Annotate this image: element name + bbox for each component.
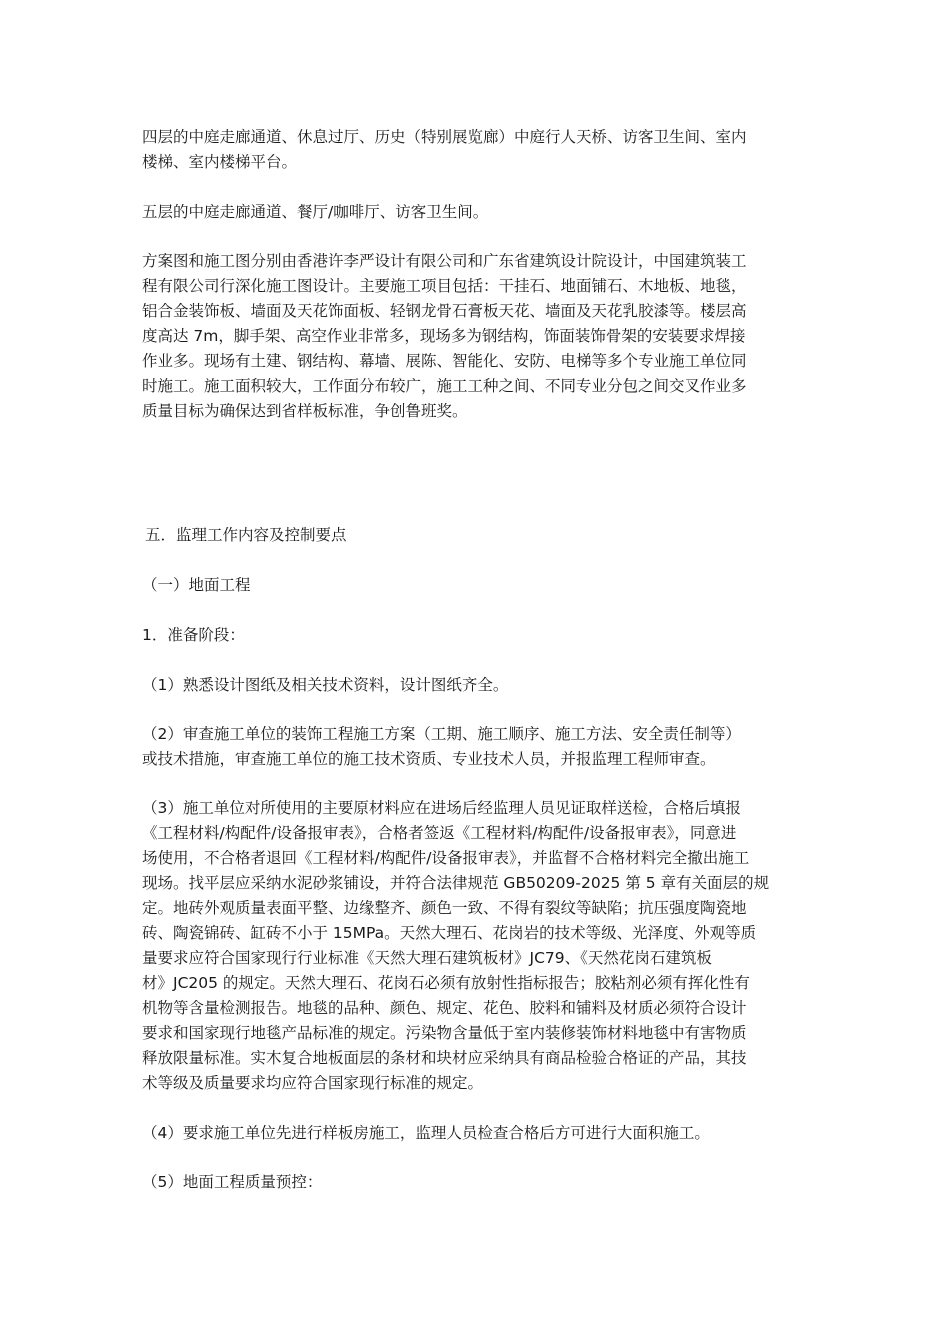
paragraph-floor5 (142, 200, 812, 225)
text-line: 作业多。现场有土建、钢结构、幕墙、展陈、智能化、安防、电梯等多个专业施工单位同 (142, 352, 747, 370)
text-line: 或技术措施，审查施工单位的施工技术资质、专业技术人员，并报监理工程师审查。 (142, 750, 716, 768)
text-line: 定。地砖外观质量表面平整、边缘整齐、颜色一致、不得有裂纹等缺陷；抗压强度陶瓷地 (142, 899, 747, 917)
text-line: 程有限公司行深化施工图设计。主要施工项目包括：干挂石、地面铺石、木地板、地毯， (142, 277, 747, 295)
item-1 (142, 673, 812, 698)
text-line: （1）熟悉设计图纸及相关技术资料，设计图纸齐全。 (142, 676, 509, 694)
text-line: 术等级及质量要求均应符合国家现行标准的规定。 (142, 1074, 484, 1092)
paragraph-project-description (142, 249, 812, 424)
text-line: 场使用，不合格者退回《工程材料/构配件/设备报审表》，并监督不合格材料完全撤出施工 (142, 849, 750, 867)
stage-heading (142, 623, 812, 648)
text-line: 现场。找平层应采纳水泥砂浆铺设，并符合法律规范 GB50209-2025 第 5 章有关面层的规 (142, 874, 770, 892)
item-3 (142, 796, 812, 1096)
text-line: 量要求应符合国家现行行业标准《天然大理石建筑板材》JC79、《天然花岗石建筑板 (142, 949, 712, 967)
text-line: 1．准备阶段： (142, 626, 245, 644)
paragraph-floor4 (142, 125, 812, 175)
text-line: 五．监理工作内容及控制要点 (145, 526, 347, 544)
text-line: （2）审查施工单位的装饰工程施工方案（工期、施工顺序、施工方法、安全责任制等） (142, 725, 741, 743)
text-line: 要求和国家现行地毯产品标准的规定。污染物含量低于室内装修装饰材料地毯中有害物质 (142, 1024, 747, 1042)
text-line: 砖、陶瓷锦砖、缸砖不小于 15MPa。天然大理石、花岗岩的技术等级、光泽度、外观等质 (142, 924, 757, 942)
item-4 (142, 1121, 812, 1146)
text-line: 铝合金装饰板、墙面及天花饰面板、轻钢龙骨石膏板天花、墙面及天花乳胶漆等。楼层高 (142, 302, 747, 320)
text-line: 度高达 7m，脚手架、高空作业非常多，现场多为钢结构，饰面装饰骨架的安装要求焊接 (142, 327, 746, 345)
section-heading (145, 523, 815, 548)
text-line: 五层的中庭走廊通道、餐厅/咖啡厅、访客卫生间。 (142, 203, 489, 221)
text-line: （4）要求施工单位先进行样板房施工，监理人员检查合格后方可进行大面积施工。 (142, 1124, 710, 1142)
text-line: 时施工。施工面积较大，工作面分布较广，施工工种之间、不同专业分包之间交叉作业多 (142, 377, 747, 395)
text-line: （5）地面工程质量预控： (142, 1173, 323, 1191)
text-line: （一）地面工程 (142, 576, 251, 594)
text-line: 楼梯、室内楼梯平台。 (142, 153, 298, 171)
text-line: 《工程材料/构配件/设备报审表》，合格者签返《工程材料/构配件/设备报审表》，同意进 (142, 824, 737, 842)
item-5 (142, 1170, 812, 1195)
text-line: （3）施工单位对所使用的主要原材料应在进场后经监理人员见证取样送检，合格后填报 (142, 799, 741, 817)
subsection-heading (142, 573, 812, 598)
text-line: 材》JC205 的规定。天然大理石、花岗石必须有放射性指标报告；胶粘剂必须有挥化性有 (142, 974, 750, 992)
text-line: 质量目标为确保达到省样板标准，争创鲁班奖。 (142, 402, 468, 420)
text-line: 方案图和施工图分别由香港许李严设计有限公司和广东省建筑设计院设计，中国建筑装工 (142, 252, 747, 270)
text-line: 释放限量标准。实木复合地板面层的条材和块材应采纳具有商品检验合格证的产品，其技 (142, 1049, 747, 1067)
text-line: 机物等含量检测报告。地毯的品种、颜色、规定、花色、胶料和铺料及材质必须符合设计 (142, 999, 747, 1017)
text-line: 四层的中庭走廊通道、休息过厅、历史（特别展览廊）中庭行人天桥、访客卫生间、室内 (142, 128, 747, 146)
item-2 (142, 722, 812, 772)
